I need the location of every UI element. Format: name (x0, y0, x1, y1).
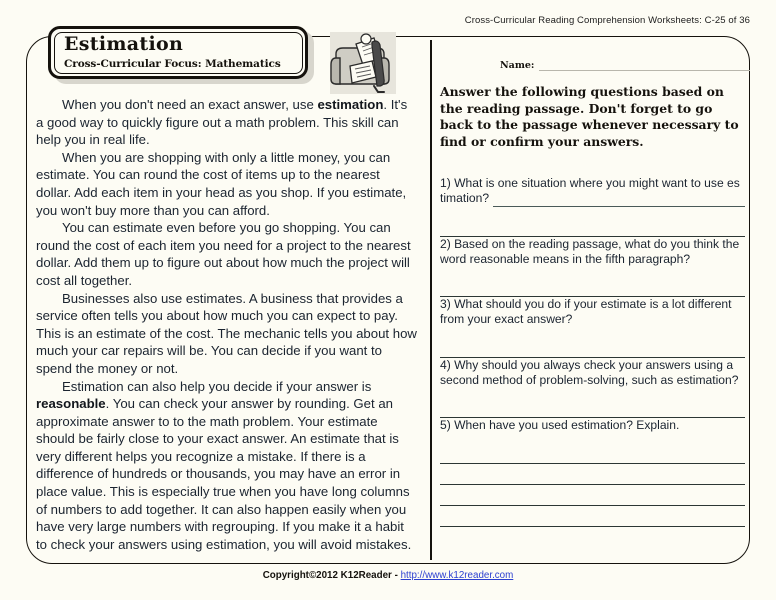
worksheet-subtitle: Cross-Curricular Focus: Mathematics (64, 57, 281, 70)
question-text-continued: second method of problem-solving, such as estimation? (440, 373, 739, 388)
question-text-continued: from your exact answer? (440, 312, 573, 327)
question-text: 4) Why should you always check your answers using a (440, 357, 734, 372)
passage-bold-term: reasonable (36, 396, 106, 412)
passage-bold-term: estimation (317, 97, 384, 112)
name-label: Name: (500, 60, 535, 71)
passage-paragraph: You can estimate even before you go shopping. You can round the cost of each item you need for a project to the nearest dollar. Add them up to figure out about how much the project will cost all together. (36, 220, 411, 288)
spacer (440, 207, 745, 216)
worksheet-title: Estimation (64, 33, 184, 55)
questions-list (440, 176, 745, 527)
copyright-text: Copyright©2012 K12Reader - (262, 570, 401, 581)
question-block (440, 237, 745, 298)
question-text-with-answer-line (440, 191, 745, 206)
passage-paragraph: Estimation can also help you decide if your answer is reasonable. You can check your answer by rounding. Get an approximate answer to to the math problem. Your estimate should be fairly close to your exact answer. An estimate that is very different helps you recognize a mistake. If there is a difference of hundreds or thousands, you may have an error in place value. This is especially true when you have long columns of numbers to add together. It can also happen easily when you have very large numbers with regrouping. If you make it a habit to check your answers using estimation, you will avoid mistakes. (36, 378, 412, 552)
question-block (440, 358, 745, 419)
answer-line[interactable] (440, 464, 745, 485)
instructions-text: Answer the following questions based on the reading passage. Don't forget to go back to the passage whenever necessary to find or confirm your answers. (440, 84, 739, 149)
question-text-continued: word reasonable means in the fifth paragraph? (440, 251, 691, 266)
k12reader-link[interactable]: http://www.k12reader.com (400, 570, 514, 581)
title-box (48, 26, 308, 79)
question-text-continued: timation? (440, 191, 490, 206)
person-reading-in-armchair-icon (326, 28, 400, 98)
reading-passage (36, 96, 418, 553)
footer (0, 570, 776, 581)
question-text: 3) What should you do if your estimate is a lot different (440, 297, 732, 312)
passage-paragraph: When you are shopping with only a little money, you can estimate. You can round the cost of items up to the nearest dollar. Add each item in your head as you shop. If you estimate, you won't buy more than you can afford. (36, 149, 407, 218)
answer-line[interactable] (440, 216, 745, 237)
question-text: 2) Based on the reading passage, what do you think the (440, 236, 740, 251)
answer-line[interactable] (493, 196, 745, 207)
answer-line[interactable] (440, 443, 745, 464)
spacer (440, 267, 745, 276)
spacer (440, 434, 745, 443)
worksheet-code-header: Cross-Curricular Reading Comprehension Worksheets: C-25 of 36 (464, 15, 750, 26)
answer-line[interactable] (440, 485, 745, 506)
name-input-line[interactable] (539, 62, 750, 71)
passage-paragraph: Businesses also use estimates. A business that provides a service often tells you about how much you can expect to pay. This is an estimate of the cost. The mechanic tells you about how much your car repairs will be. You can decide if you want to spend the money or not. (36, 290, 417, 376)
question-block (440, 418, 745, 526)
question-text: 5) When have you used estimation? Explain. (440, 418, 680, 433)
question-text: 1) What is one situation where you might want to use es (440, 176, 740, 190)
spacer (440, 388, 745, 397)
passage-paragraph: When you don't need an exact answer, use estimation. It's a good way to quickly figure out a math problem. This skill can help you in real life. (36, 97, 408, 148)
name-field[interactable] (500, 60, 750, 71)
answer-line[interactable] (440, 276, 745, 297)
answer-line[interactable] (440, 337, 745, 358)
answer-line[interactable] (440, 397, 745, 418)
question-block (440, 176, 745, 237)
spacer (440, 328, 745, 337)
answer-line[interactable] (440, 506, 745, 527)
question-block (440, 297, 745, 358)
column-divider (430, 40, 432, 560)
